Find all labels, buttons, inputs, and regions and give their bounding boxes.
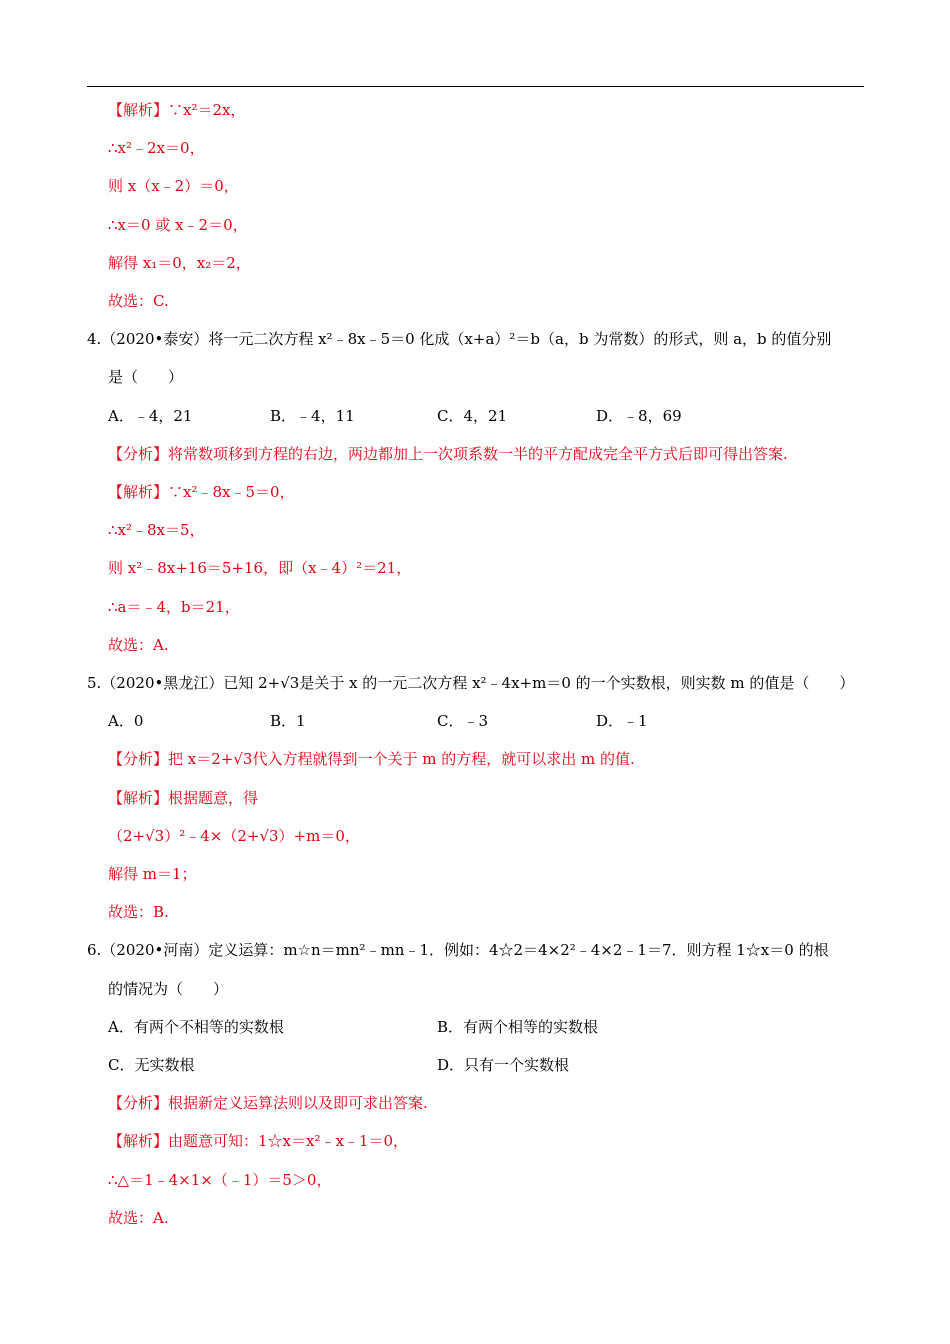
text-line: 解得 x₁＝0，x₂＝2， (108, 253, 251, 272)
q5-option-d: D．﹣1 (596, 712, 648, 731)
text-line: ∴x²﹣2x＝0， (108, 139, 205, 158)
q6-option-c: C．无实数根 (108, 1056, 195, 1074)
text-line: 故选：B. (108, 903, 169, 922)
text-line: 则 x（x﹣2）＝0， (108, 177, 239, 196)
text-line: 【解析】∵x²﹣8x﹣5＝0， (108, 483, 295, 501)
text-line: 故选：C. (108, 292, 169, 310)
text-line: 【解析】根据题意，得 (108, 788, 259, 807)
text-line: 【分析】把 x＝2+√3代入方程就得到一个关于 m 的方程，就可以求出 m 的值. (108, 750, 635, 769)
text-line: 则 x²﹣8x+16＝5+16，即（x﹣4）²＝21， (108, 559, 412, 578)
q4-option-c: C．4，21 (437, 406, 508, 425)
q6-option-b: B．有两个相等的实数根 (437, 1017, 599, 1036)
question-4-stem-cont: 是（ ） (108, 368, 184, 387)
text-line: 解得 m＝1； (108, 865, 197, 883)
text-line: （2+√3）²﹣4×（2+√3）+m＝0， (108, 826, 360, 845)
text-line: ∴a＝﹣4，b＝21， (108, 597, 240, 616)
q5-option-a: A．0 (108, 712, 144, 731)
question-6-stem-cont: 的情况为（ ） (108, 979, 229, 998)
q6-option-d: D．只有一个实数根 (437, 1056, 570, 1074)
q4-option-d: D．﹣8，69 (596, 406, 682, 425)
q5-option-c: C．﹣3 (437, 712, 489, 731)
text-line: 【分析】将常数项移到方程的右边，两边都加上一次项系数一半的平方配成完全平方式后即可得出答案. (108, 444, 788, 463)
question-4-stem: 4.（2020•泰安）将一元二次方程 x²﹣8x﹣5＝0 化成（x+a）²＝b（a，b 为常数）的形式，则 a，b 的值分别 (87, 330, 832, 349)
text-line: ∴x＝0 或 x﹣2＝0， (108, 215, 248, 234)
text-line: 【分析】根据新定义运算法则以及即可求出答案. (108, 1094, 428, 1113)
text-line: 【解析】由题意可知：1☆x＝x²﹣x﹣1＝0， (108, 1132, 409, 1151)
text-line: 故选：A. (108, 635, 169, 654)
header-rule (87, 86, 864, 87)
question-6-stem: 6.（2020•河南）定义运算：m☆n＝mn²﹣mn﹣1．例如：4☆2＝4×2²﹣4×2﹣1＝7．则方程 1☆x＝0 的根 (87, 941, 829, 960)
q5-option-b: B．1 (270, 712, 306, 731)
q6-option-a: A．有两个不相等的实数根 (108, 1017, 284, 1036)
text-line: 故选：A. (108, 1208, 169, 1227)
q4-option-b: B．﹣4，11 (270, 406, 355, 425)
text-line: ∴△＝1﹣4×1×（﹣1）＝5＞0， (108, 1170, 332, 1189)
q4-option-a: A．﹣4，21 (108, 406, 193, 425)
text-line: 【解析】∵x²＝2x， (108, 101, 246, 119)
question-5-stem: 5.（2020•黑龙江）已知 2+√3是关于 x 的一元二次方程 x²﹣4x+m＝0 的一个实数根，则实数 m 的值是（ ） (87, 674, 855, 692)
text-line: ∴x²﹣8x＝5， (108, 521, 205, 540)
